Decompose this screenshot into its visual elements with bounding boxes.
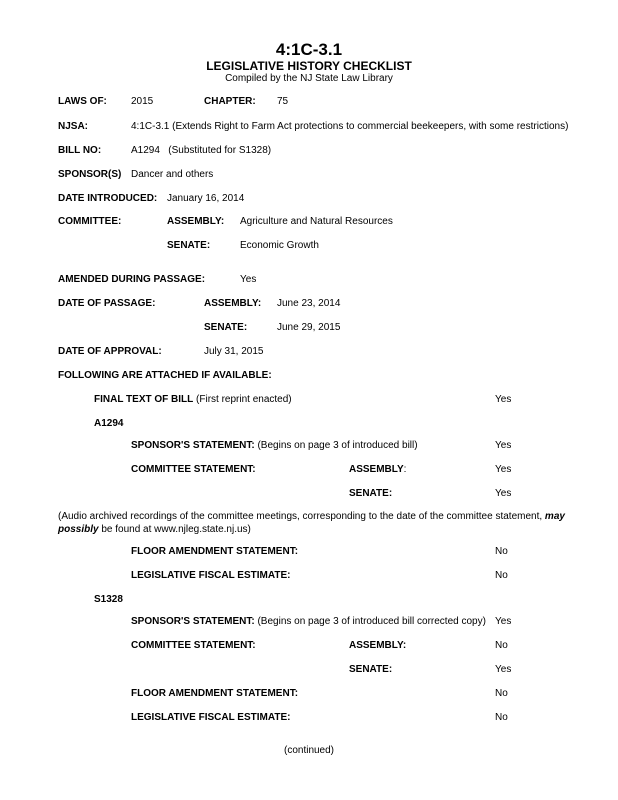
a1294-fiscal-label: LEGISLATIVE FISCAL ESTIMATE: — [131, 570, 291, 581]
audio-note: (Audio archived recordings of the committee meetings, corresponding to the date of the committee statement, may possibly be found at www.njleg.state.nj.us) — [58, 511, 565, 535]
checklist-heading: LEGISLATIVE HISTORY CHECKLIST — [206, 59, 412, 73]
committee-assembly-value: Agriculture and Natural Resources — [240, 216, 393, 227]
chapter-value: 75 — [277, 96, 289, 107]
committee-senate-value: Economic Growth — [240, 240, 319, 251]
final-text-note: (First reprint enacted) — [196, 394, 292, 405]
s1328-sponsor-statement: SPONSOR'S STATEMENT: (Begins on page 3 of introduced bill corrected copy) — [131, 616, 486, 627]
committee-assembly-label: ASSEMBLY: — [167, 216, 225, 227]
amended-value: Yes — [240, 274, 257, 285]
approval-value: July 31, 2015 — [204, 346, 264, 357]
a1294-assembly-value: Yes — [495, 464, 512, 475]
passage-assembly-label: ASSEMBLY: — [204, 298, 262, 309]
s1328-assembly-label: ASSEMBLY: — [349, 640, 407, 651]
s1328-floor-label: FLOOR AMENDMENT STATEMENT: — [131, 688, 299, 699]
s1328-heading: S1328 — [94, 594, 123, 605]
a1294-heading: A1294 — [94, 418, 124, 429]
amended-label: AMENDED DURING PASSAGE: — [58, 274, 206, 285]
s1328-fiscal-value: No — [495, 712, 508, 723]
s1328-committee-label: COMMITTEE STATEMENT: — [131, 640, 256, 651]
a1294-sponsor-value: Yes — [495, 440, 512, 451]
final-text-label: FINAL TEXT OF BILL (First reprint enacted) — [94, 394, 292, 405]
a1294-floor-value: No — [495, 546, 508, 557]
a1294-sponsor-statement: SPONSOR'S STATEMENT: (Begins on page 3 of introduced bill) — [131, 440, 418, 451]
date-introduced-label: DATE INTRODUCED: — [58, 193, 158, 204]
s1328-senate-label: SENATE: — [349, 664, 393, 675]
bill-no-label: BILL NO: — [58, 145, 102, 156]
a1294-committee-label: COMMITTEE STATEMENT: — [131, 464, 256, 475]
compiled-by: Compiled by the NJ State Law Library — [225, 73, 393, 84]
passage-senate-label: SENATE: — [204, 322, 248, 333]
s1328-fiscal-label: LEGISLATIVE FISCAL ESTIMATE: — [131, 712, 291, 723]
passage-label: DATE OF PASSAGE: — [58, 298, 156, 309]
laws-of-value: 2015 — [131, 96, 154, 107]
a1294-fiscal-value: No — [495, 570, 508, 581]
committee-label: COMMITTEE: — [58, 216, 122, 227]
bill-no-note: (Substituted for S1328) — [168, 145, 272, 156]
sponsors-label: SPONSOR(S) — [58, 169, 122, 180]
s1328-assembly-value: No — [495, 640, 508, 651]
committee-senate-label: SENATE: — [167, 240, 211, 251]
s1328-senate-value: Yes — [495, 664, 512, 675]
a1294-senate-value: Yes — [495, 488, 512, 499]
sponsors-value: Dancer and others — [131, 169, 214, 180]
a1294-assembly-label: ASSEMBLY: — [349, 464, 407, 475]
s1328-sponsor-value: Yes — [495, 616, 512, 627]
s1328-floor-value: No — [495, 688, 508, 699]
laws-of-label: LAWS OF: — [58, 96, 107, 107]
a1294-floor-label: FLOOR AMENDMENT STATEMENT: — [131, 546, 299, 557]
chapter-label: CHAPTER: — [204, 96, 256, 107]
approval-label: DATE OF APPROVAL: — [58, 346, 162, 357]
passage-senate-value: June 29, 2015 — [277, 322, 341, 333]
continued-note: (continued) — [283, 745, 335, 756]
date-introduced-value: January 16, 2014 — [167, 193, 245, 204]
passage-assembly-value: June 23, 2014 — [277, 298, 341, 309]
bill-no-value: A1294 (Substituted for S1328) — [131, 145, 272, 156]
page-title: 4:1C-3.1 — [275, 40, 343, 59]
njsa-value: 4:1C-3.1 (Extends Right to Farm Act protections to commercial beekeepers, with some restrictions) — [131, 121, 569, 132]
a1294-senate-label: SENATE: — [349, 488, 393, 499]
attached-heading: FOLLOWING ARE ATTACHED IF AVAILABLE: — [58, 370, 272, 381]
final-text-value: Yes — [495, 394, 512, 405]
njsa-label: NJSA: — [58, 121, 89, 132]
